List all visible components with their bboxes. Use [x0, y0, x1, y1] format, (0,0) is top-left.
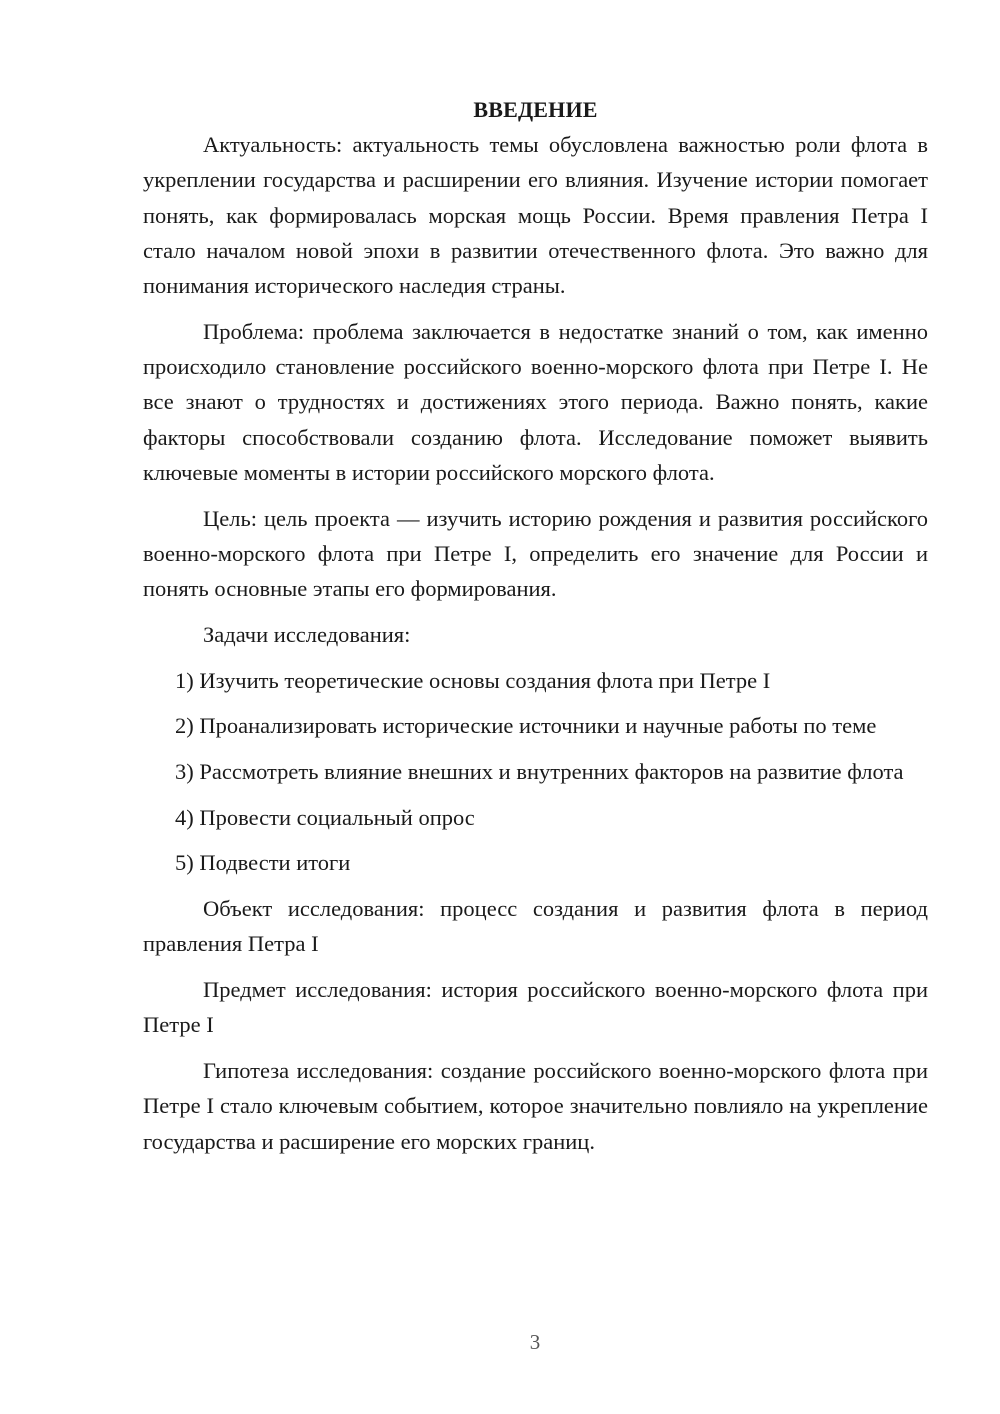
task-item-1: 1) Изучить теоретические основы создания флота при Петре I — [175, 667, 771, 693]
page-title: ВВЕДЕНИЕ — [473, 97, 598, 122]
page-number: 3 — [529, 1330, 541, 1354]
paragraph-subject: Предмет исследования: история российского военно-морского флота при Петре I — [143, 977, 928, 1038]
paragraph-hypothesis: Гипотеза исследования: создание российского военно-морского флота при Петре I стало ключевым событием, которое значительно повлияло на укрепление государства и расширение его морских границ. — [143, 1058, 928, 1154]
tasks-heading: Задачи исследования: — [203, 622, 411, 648]
paragraph-object: Объект исследования: процесс создания и развития флота в период правления Петра I — [143, 896, 928, 957]
task-item-2: 2) Проанализировать исторические источники и научные работы по теме — [175, 713, 877, 739]
paragraph-goal: Цель: цель проекта — изучить историю рождения и развития российского военно-морского флота при Петре I, определить его значение для России и понять основные этапы его формирования. — [143, 505, 928, 602]
task-item-3: 3) Рассмотреть влияние внешних и внутренних факторов на развитие флота — [175, 759, 904, 785]
task-item-4: 4) Провести социальный опрос — [175, 804, 475, 830]
document-page — [143, 92, 928, 1169]
paragraph-relevance: Актуальность: актуальность темы обусловлена важностью роли флота в укреплении государства и расширении его влияния. Изучение истории помогает понять, как формировалась морская мощь России. Время правления Петра I стало началом новой эпохи в развитии отечественного флота. Это важно для понимания исторического наследия страны. — [143, 132, 928, 299]
task-item-5: 5) Подвести итоги — [175, 850, 351, 876]
paragraph-problem: Проблема: проблема заключается в недостатке знаний о том, как именно происходило становление российского военно-морского флота при Петре I. Не все знают о трудностях и достижениях этого периода. Важно понять, какие факторы способствовали созданию флота. Исследование поможет выявить ключевые моменты в истории российского морского флота. — [143, 318, 928, 486]
